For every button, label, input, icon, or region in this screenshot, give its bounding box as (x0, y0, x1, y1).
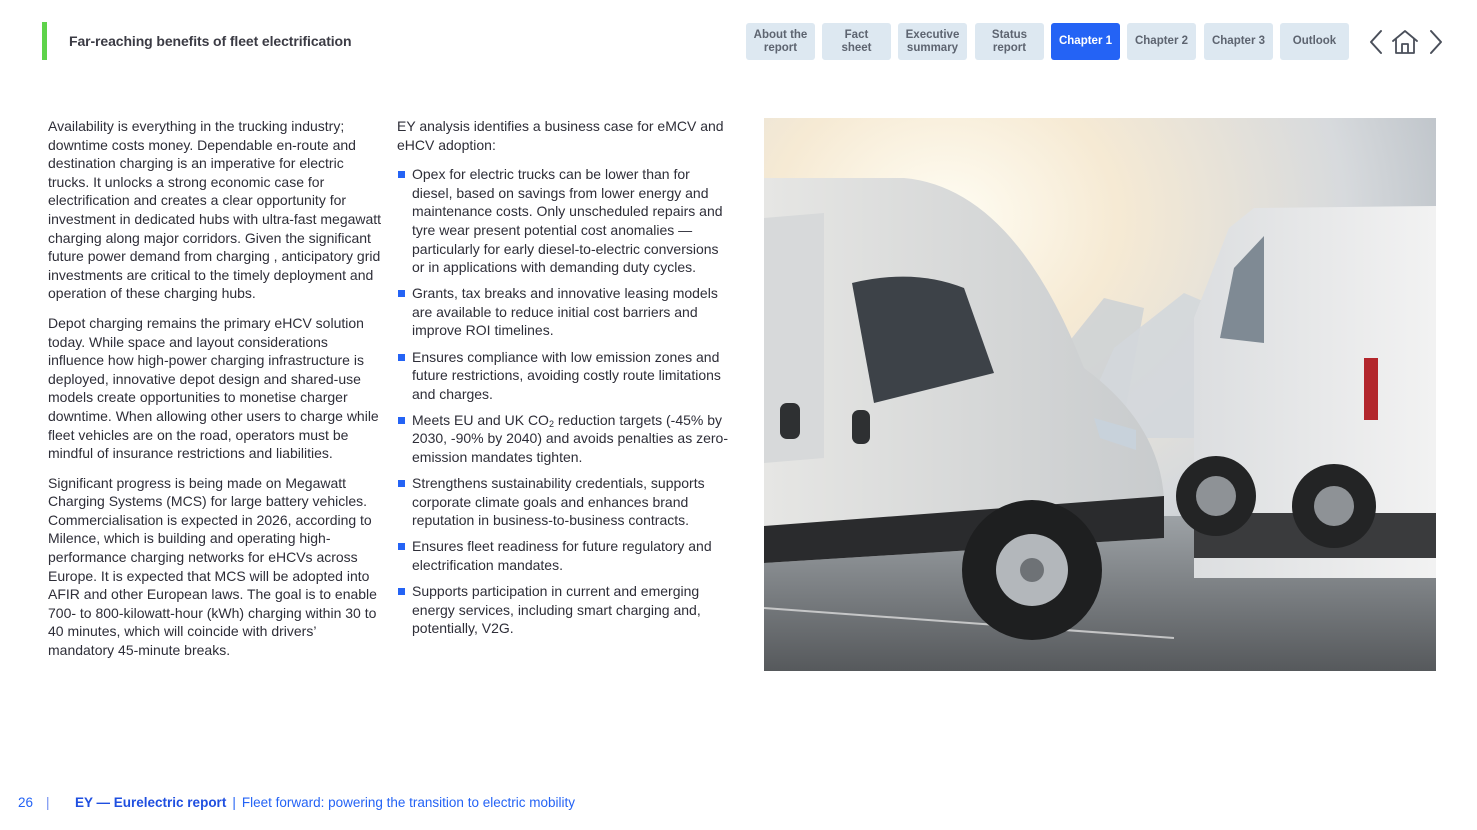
bullet-square-icon (398, 354, 405, 361)
list-item: Supports participation in current and emerging energy services, including smart charging and, potentially, V2G. (397, 582, 729, 638)
tab-label: Chapter 1 (1058, 35, 1113, 47)
tab-fact-sheet[interactable] (822, 23, 891, 60)
chevron-left-icon[interactable] (1361, 26, 1391, 58)
body-paragraph: Depot charging remains the primary eHCV solution today. While space and layout considerations influence how high-power charging infrastructure is deployed, innovative depot design and shared-use models create opportunities to monetise charger downtime. When allowing other users to charge while fleet vehicles are on the road, operators must be mindful of insurance restrictions and liabilities. (48, 314, 379, 462)
list-item: Ensures fleet readiness for future regulatory and electrification mandates. (397, 537, 729, 574)
list-item: Ensures compliance with low emission zones and future restrictions, avoiding costly route limitations and charges. (397, 348, 729, 404)
chevron-right-icon[interactable] (1421, 26, 1451, 58)
benefits-list (397, 165, 729, 638)
list-item: Strengthens sustainability credentials, supports corporate climate goals and enhances brand reputation in business-to-business contracts. (397, 474, 729, 530)
list-item: Meets EU and UK $CO_2$ reduction targets (-45% by 2030, -90% by 2040) and avoids penalties as zero-emission mandates tighten. (397, 411, 729, 467)
bullet-square-icon (398, 171, 405, 178)
page-footer (18, 795, 575, 810)
tab-executive-summary[interactable] (898, 23, 967, 60)
tab-status-report[interactable] (975, 23, 1044, 60)
tab-about-the-report[interactable] (746, 23, 815, 60)
tab-label: Fact sheet (841, 28, 872, 54)
footer-brand: EY — Eurelectric report (75, 795, 227, 810)
footer-report-title: Fleet forward: powering the transition to electric mobility (241, 795, 575, 810)
tab-label: Executive summary (905, 28, 960, 54)
header-accent-bar (42, 22, 47, 60)
bullet-square-icon (398, 480, 405, 487)
page-title: Far-reaching benefits of fleet electrification (69, 33, 352, 49)
list-item: Opex for electric trucks can be lower than for diesel, based on savings from lower energy and maintenance costs. Only unscheduled repairs and tyre wear present potential cost anomalies — particularly for early diesel-to-electric conversions or in applications with demanding duty cycles. (397, 165, 729, 277)
tab-chapter-1[interactable] (1051, 23, 1120, 60)
tab-label: Chapter 3 (1211, 35, 1266, 47)
bullet-square-icon (398, 543, 405, 550)
page-number: 26 (18, 795, 34, 810)
tab-chapter-3[interactable] (1204, 23, 1273, 60)
list-item: Grants, tax breaks and innovative leasing models are available to reduce initial cost barriers and improve ROI timelines. (397, 284, 729, 340)
footer-separator: | (46, 795, 50, 810)
footer-divider: | (232, 795, 236, 810)
tab-outlook[interactable] (1280, 23, 1349, 60)
electric-vans-photo (764, 118, 1436, 671)
home-icon[interactable] (1390, 26, 1420, 58)
tab-label: Status report (991, 28, 1028, 54)
bullet-square-icon (398, 290, 405, 297)
tab-label: Chapter 2 (1134, 35, 1189, 47)
tab-label: Outlook (1292, 35, 1337, 47)
bullet-square-icon (398, 417, 405, 424)
bullet-intro: EY analysis identifies a business case for eMCV and eHCV adoption: (397, 118, 724, 153)
body-paragraph: Significant progress is being made on Megawatt Charging Systems (MCS) for large battery vehicles. Commercialisation is expected in 2026, according to Milence, which is building and operating high-performance charging networks for eHCVs across Europe. It is expected that MCS will be adopted into AFIR and other European laws. The goal is to enable 700- to 800-kilowatt-hour (kWh) charging within 30 to 40 minutes, which will coincide with drivers’ mandatory 45-minute breaks. (48, 474, 377, 659)
tab-chapter-2[interactable] (1127, 23, 1196, 60)
tab-label: About the report (753, 28, 808, 54)
left-text-column (48, 117, 384, 671)
right-text-column (397, 117, 729, 645)
bullet-square-icon (398, 588, 405, 595)
body-paragraph: Availability is everything in the trucking industry; downtime costs money. Dependable en-route and destination charging is an imperative for electric trucks. It unlocks a strong economic case for electrification and creates a clear opportunity for investment in dedicated hubs with ultra-fast megawatt charging along major corridors. Given the significant future power demand from charging , anticipatory grid investments are critical to the timely deployment and operation of these charging hubs. (48, 118, 382, 302)
